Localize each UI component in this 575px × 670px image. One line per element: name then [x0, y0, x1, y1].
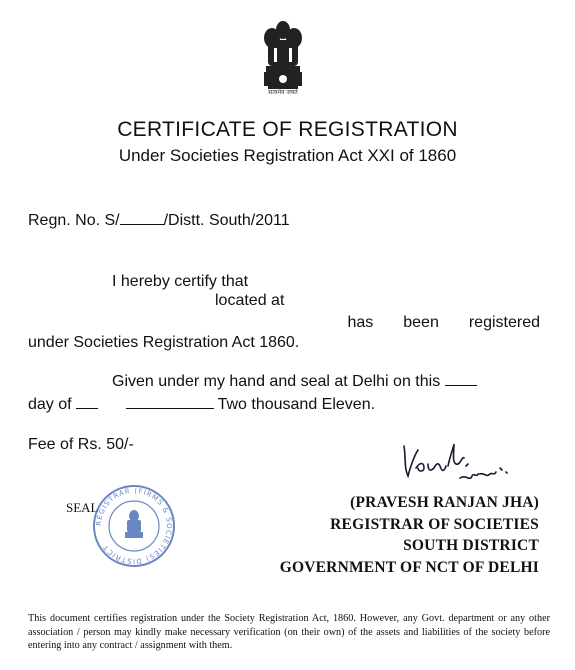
- registrar-block: [280, 492, 539, 578]
- seal-label: SEAL: [66, 500, 99, 515]
- date-blank: [445, 373, 477, 386]
- regn-prefix: Regn. No. S/: [28, 212, 120, 229]
- registrar-district: SOUTH DISTRICT: [403, 537, 539, 554]
- word-has: has: [347, 314, 374, 331]
- certificate-title: CERTIFICATE OF REGISTRATION: [117, 118, 458, 141]
- certificate-subtitle: Under Societies Registration Act XXI of 1860: [118, 146, 457, 165]
- given-line: [112, 373, 477, 391]
- certify-line: I hereby certify that: [112, 273, 249, 290]
- word-registered: registered: [468, 314, 540, 331]
- year-text: Two thousand Eleven.: [217, 396, 376, 413]
- regn-number-blank: [120, 212, 164, 225]
- footer-disclaimer: This document certifies registration under the Society Registration Act, 1860. However, any Govt. department or any other association / person may kindly make necessary verification (on their own) of the assets and liabilities of the society before entering into any contract / assignment with them.: [28, 613, 550, 651]
- registrar-signature: [396, 438, 526, 486]
- act-line: under Societies Registration Act 1860.: [28, 334, 300, 351]
- month-blank: [126, 396, 214, 409]
- given-text: Given under my hand and seal at Delhi on this: [112, 373, 441, 390]
- emblem-motto: सत्यमेव जयते: [268, 89, 298, 96]
- registration-number: [28, 212, 290, 230]
- registered-line: [28, 314, 540, 332]
- fee-text: Fee of Rs. 50/-: [28, 436, 134, 453]
- regn-suffix: /Distt. South/2011: [163, 212, 290, 229]
- svg-text:REGISTRAR (FIRMS & SOCIETIES): REGISTRAR (FIRMS & SOCIETIES) DISTRICT: [94, 486, 174, 566]
- day-of-text: day of: [28, 396, 72, 413]
- day-blank: [76, 396, 98, 409]
- registrar-seal-stamp: [92, 484, 176, 568]
- registrar-government: GOVERNMENT OF NCT OF DELHI: [279, 558, 539, 576]
- registrar-name: (PRAVESH RANJAN JHA): [350, 494, 539, 511]
- registrar-title: REGISTRAR OF SOCIETIES: [330, 515, 539, 533]
- word-been: been: [403, 314, 439, 331]
- located-line: located at: [215, 292, 285, 309]
- day-of-line: [28, 396, 375, 414]
